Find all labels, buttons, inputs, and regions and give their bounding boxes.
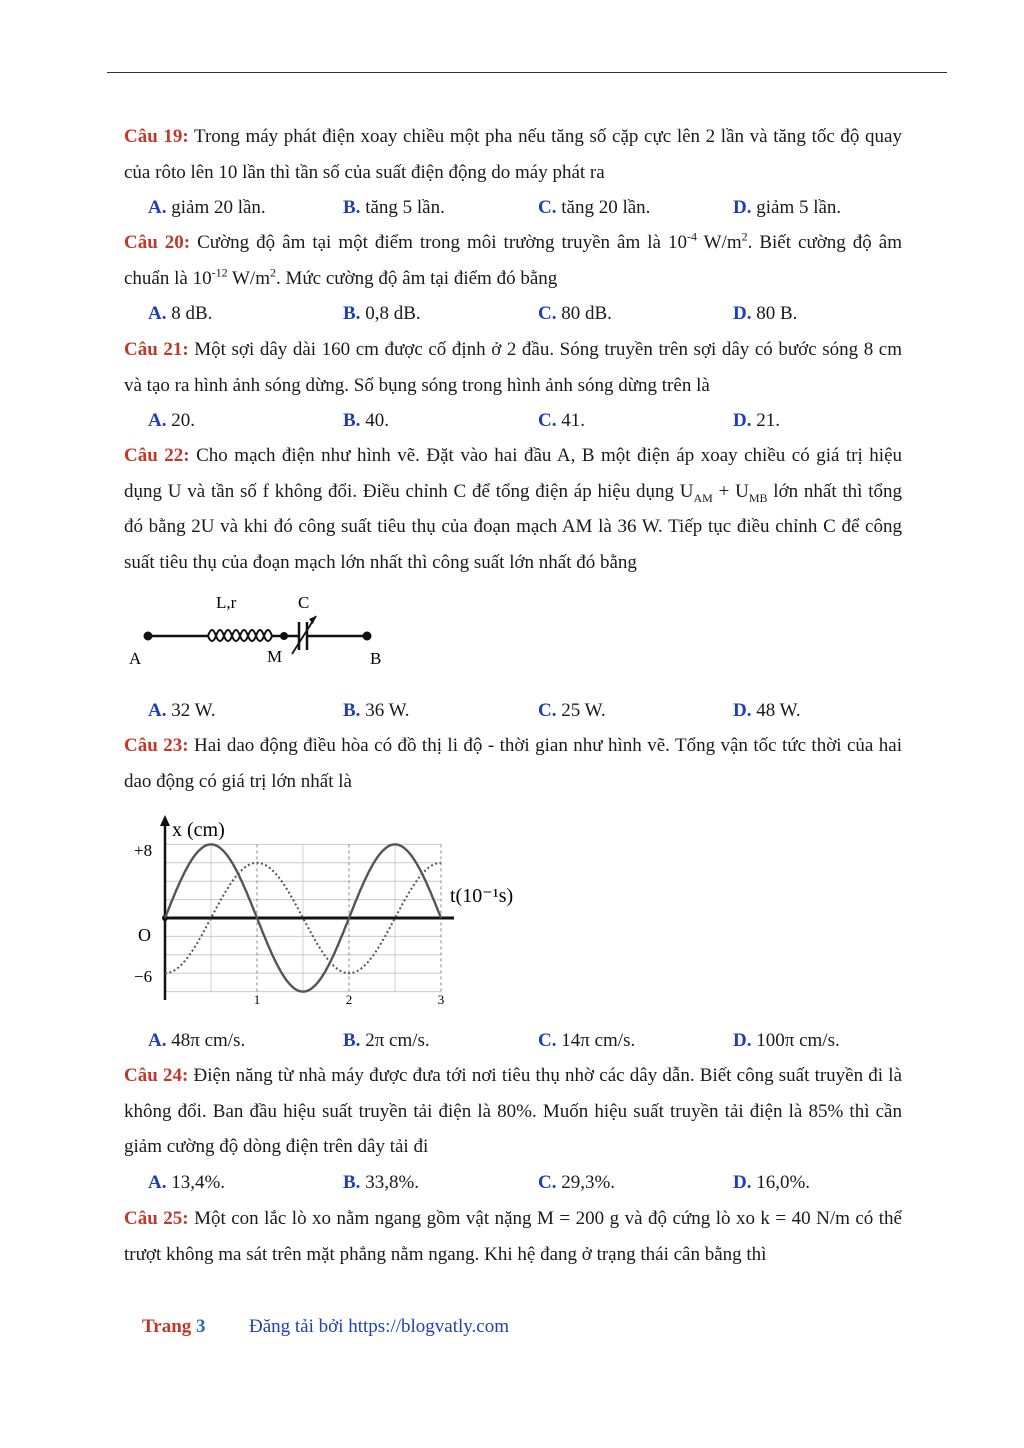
question-19 (124, 119, 902, 190)
option-a[interactable]: A. 20. (148, 410, 195, 431)
option-a[interactable]: A. 8 dB. (148, 303, 213, 324)
x-tick-2: 2 (345, 992, 353, 1007)
inductor-coil (208, 630, 272, 641)
answers-24 (148, 1168, 908, 1198)
answers-22 (148, 696, 908, 726)
option-c[interactable]: C. 41. (538, 410, 585, 431)
label-c: C (298, 593, 310, 612)
page-footer (142, 1316, 510, 1338)
option-b[interactable]: B. 2π cm/s. (343, 1030, 430, 1051)
x-axis-label: t(10⁻¹s) (450, 885, 514, 907)
option-d[interactable]: D. 100π cm/s. (733, 1030, 840, 1051)
question-label: Câu 20: (124, 232, 191, 253)
option-d[interactable]: D. 21. (733, 410, 780, 431)
header-rule (107, 72, 947, 73)
node-m (280, 632, 288, 640)
question-25 (124, 1201, 902, 1272)
question-label: Câu 22: (124, 445, 190, 466)
answers-19 (148, 193, 908, 223)
option-d[interactable]: D. giảm 5 lần. (733, 197, 842, 218)
option-c[interactable]: C. 29,3%. (538, 1172, 616, 1193)
label-lr: L,r (216, 593, 237, 612)
option-a[interactable]: A. 32 W. (148, 700, 216, 721)
answers-21 (148, 406, 908, 436)
oscillation-graph (124, 810, 524, 1015)
label-m: M (267, 647, 283, 666)
y-tick-origin: O (138, 925, 151, 945)
question-text: Hai dao động điều hòa có đồ thị li độ - thời gian như hình vẽ. Tổng vận tốc tức thời của hai dao động có giá trị lớn nhất là (124, 735, 902, 792)
node-b (363, 632, 372, 641)
question-text: Một con lắc lò xo nằm ngang gồm vật nặng M = 200 g và độ cứng lò xo k = 40 N/m có thể trượt không ma sát trên mặt phẳng nằm ngang. Khi hệ đang ở trạng thái cân bằng thì (124, 1208, 902, 1265)
source-link[interactable]: Đăng tải bởi https://blogvatly.com (249, 1316, 510, 1337)
question-22: Câu 22: Cho mạch điện như hình vẽ. Đặt vào hai đầu A, B một điện áp xoay chiều có giá trị hiệu dụng U và tần số f không đổi. Điều chỉnh C để tổng điện áp hiệu dụng $U_{AM} + U_{MB}$ lớn nhất thì tổng đó bằng 2U và khi đó công suất tiêu thụ của đoạn mạch AM là 36 W. Tiếp tục điều chỉnh C để công suất tiêu thụ của đoạn mạch lớn nhất thì công suất lớn nhất đó bằng (124, 445, 903, 573)
option-b[interactable]: B. 36 W. (343, 700, 410, 721)
question-label: Câu 24: (124, 1065, 189, 1086)
answers-20 (148, 299, 908, 329)
page-label: Trang (142, 1316, 192, 1337)
y-tick-top: +8 (134, 841, 153, 860)
option-a[interactable]: A. giảm 20 lần. (148, 197, 266, 218)
option-b[interactable]: B. 40. (343, 410, 389, 431)
circuit-diagram (124, 588, 394, 673)
question-21 (124, 332, 902, 403)
question-20: Câu 20: Cường độ âm tại một điểm trong môi trường truyền âm là $10^{-4}$ $W/m^2$. Biết cường độ âm chuẩn là $10^{-12}$ $W/m^2$. Mức cường độ âm tại điểm đó bằng (124, 229, 903, 289)
question-label: Câu 23: (124, 735, 189, 756)
option-b[interactable]: B. 33,8%. (343, 1172, 420, 1193)
label-b: B (370, 649, 382, 668)
option-c[interactable]: C. 80 dB. (538, 303, 612, 324)
option-a[interactable]: A. 13,4%. (148, 1172, 226, 1193)
option-d[interactable]: D. 80 B. (733, 303, 798, 324)
question-text: Điện năng từ nhà máy được đưa tới nơi tiêu thụ nhờ các dây dẫn. Biết công suất truyền đi là không đổi. Ban đầu hiệu suất truyền tải điện là 80%. Muốn hiệu suất truyền tải điện là 85% thì cần giảm cường độ dòng điện trên dây tải đi (124, 1065, 902, 1157)
y-tick-bottom: −6 (134, 967, 153, 986)
option-b[interactable]: B. tăng 5 lần. (343, 197, 445, 218)
question-24 (124, 1058, 902, 1165)
question-label: Câu 19: (124, 126, 189, 147)
option-a[interactable]: A. 48π cm/s. (148, 1030, 246, 1051)
option-b[interactable]: B. 0,8 dB. (343, 303, 421, 324)
x-tick-1: 1 (253, 992, 261, 1007)
option-c[interactable]: C. 14π cm/s. (538, 1030, 636, 1051)
x-tick-3: 3 (437, 992, 445, 1007)
option-c[interactable]: C. tăng 20 lần. (538, 197, 651, 218)
question-text: Trong máy phát điện xoay chiều một pha nếu tăng số cặp cực lên 2 lần và tăng tốc độ quay của rôto lên 10 lần thì tần số của suất điện động do máy phát ra (124, 126, 902, 183)
option-c[interactable]: C. 25 W. (538, 700, 606, 721)
node-a (144, 632, 153, 641)
y-axis-arrow (160, 815, 170, 826)
answers-23 (148, 1026, 908, 1056)
y-axis-label: x (cm) (172, 819, 225, 841)
question-text: Một sợi dây dài 160 cm được cố định ở 2 đầu. Sóng truyền trên sợi dây có bước sóng 8 cm và tạo ra hình ảnh sóng dừng. Số bụng sóng trong hình ảnh sóng dừng trên là (124, 339, 902, 396)
option-d[interactable]: D. 48 W. (733, 700, 801, 721)
label-a: A (129, 649, 142, 668)
page-number: 3 (191, 1316, 206, 1337)
question-label: Câu 21: (124, 339, 189, 360)
question-label: Câu 25: (124, 1208, 189, 1229)
option-d[interactable]: D. 16,0%. (733, 1172, 811, 1193)
question-23 (124, 728, 902, 799)
